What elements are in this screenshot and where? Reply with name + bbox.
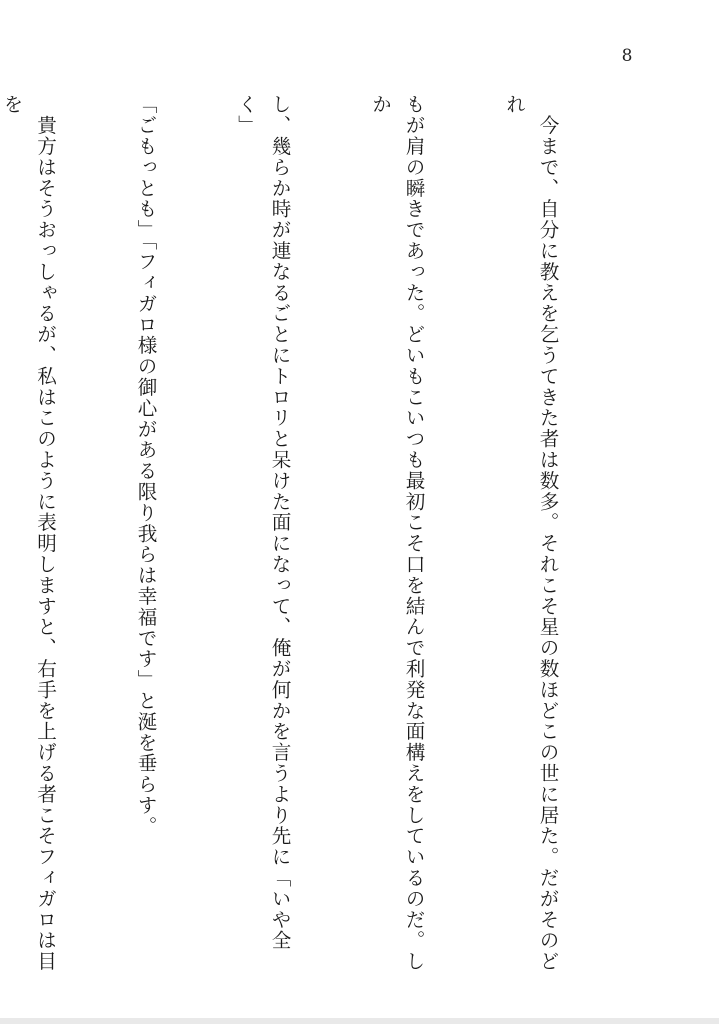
text-column: 貴方はそうおっしゃるが、私はこのように表明しますと、右手を上げる者こそフィガロは目を [0,94,57,972]
text-column: 「ごもっとも」「フィガロ様の御心がある限り我らは幸福です」と涎を垂らす。 [134,94,157,837]
page-bottom-edge [0,1018,719,1024]
text-column: 今まで、自分に教えを乞うてきた者は数多。それこそ星の数ほどこの世に居た。だがそのどれ [502,94,559,972]
text-column: もが肩の瞬きであった。どいもこいつも最初こそ口を結んで利発な面構えをしているのだ。しか [368,94,425,972]
page-number: 8 [621,46,633,66]
vertical-body-text [0,94,631,974]
text-column: し、幾らか時が連なるごとにトロリと呆けた面になって、俺が何かを言うより先に「いや全く」 [234,94,291,951]
